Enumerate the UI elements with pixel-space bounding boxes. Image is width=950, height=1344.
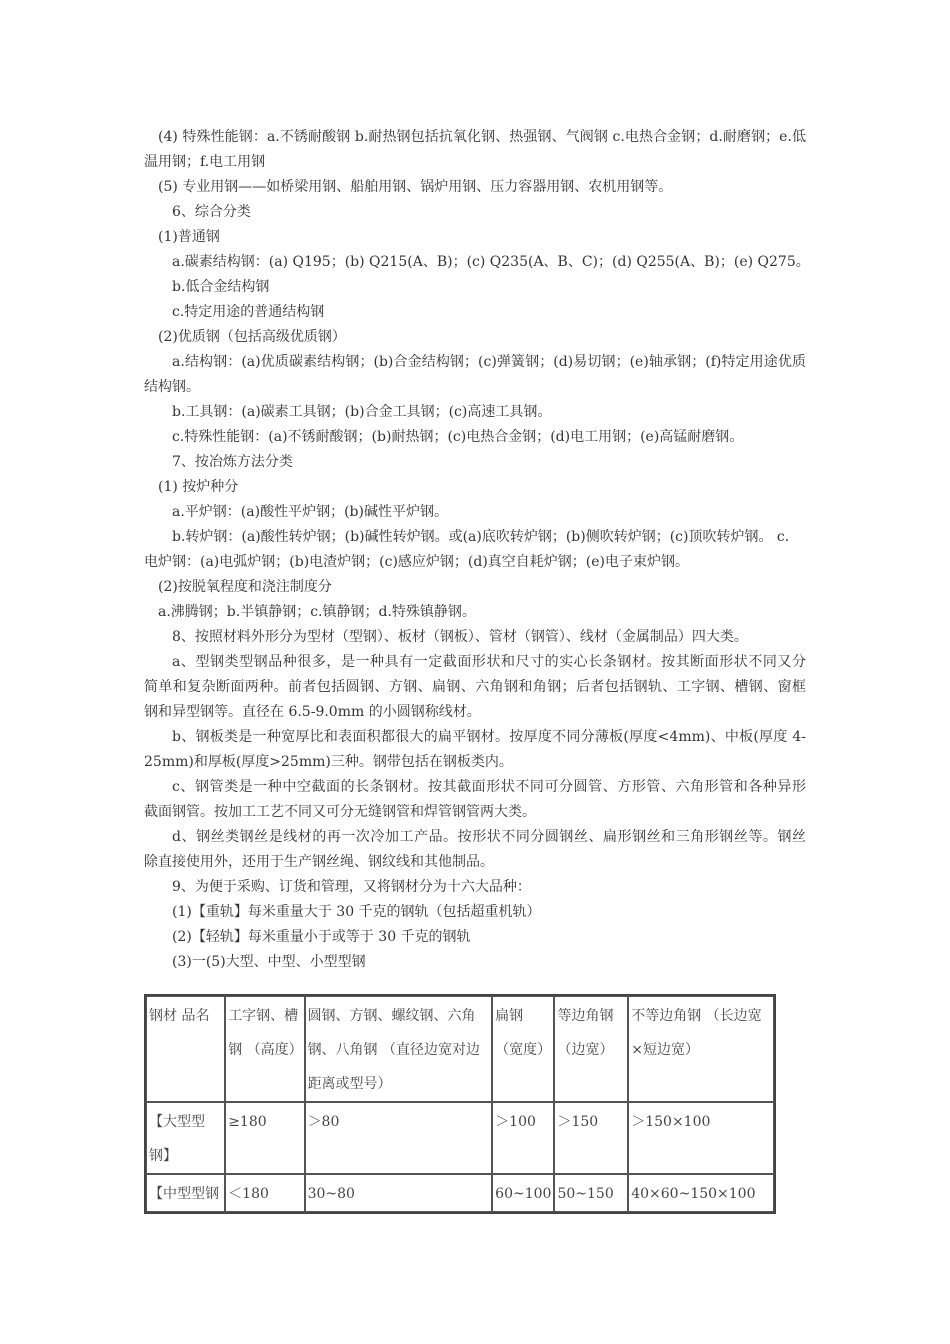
- table-header-cell: 圆钢、方钢、螺纹钢、六角钢、八角钢 （直径边宽对边距离或型号）: [305, 996, 493, 1102]
- paragraph-line: (3)一(5)大型、中型、小型型钢: [172, 954, 366, 970]
- table-row: [146, 1102, 774, 1174]
- section-heading: 6、综合分类: [172, 204, 251, 220]
- table-header-cell: 不等边角钢 （长边宽×短边宽）: [628, 996, 774, 1102]
- section-heading: 8、按照材料外形分为型材（型钢）、板材（钢板）、管材（钢管）、线材（金属制品）四大类。: [172, 629, 748, 645]
- table-cell: 【中型型钢: [146, 1174, 225, 1212]
- paragraph-line: (1) 按炉种分: [158, 479, 239, 495]
- paragraph-line: 温用钢；f.电工用钢: [144, 154, 266, 170]
- paragraph-line: (4) 特殊性能钢：a.不锈耐酸钢 b.耐热钢包括抗氧化钢、热强钢、气阀钢 c.电热合金钢；d.耐磨钢；e.低: [158, 129, 806, 145]
- section-heading: 7、按冶炼方法分类: [172, 454, 293, 470]
- paragraph-line: a.沸腾钢；b.半镇静钢；c.镇静钢；d.特殊镇静钢。: [158, 604, 476, 620]
- table-header-cell: 等边角钢 （边宽）: [554, 996, 628, 1102]
- table-cell: ＞150×100: [628, 1102, 774, 1174]
- table-cell: ≥180: [225, 1102, 304, 1174]
- table-header-cell: 扁钢 （宽度）: [492, 996, 554, 1102]
- paragraph-line: b.低合金结构钢: [172, 279, 270, 295]
- paragraph-line: b.工具钢：(a)碳素工具钢；(b)合金工具钢；(c)高速工具钢。: [172, 404, 552, 420]
- paragraph-line: c.特定用途的普通结构钢: [172, 304, 325, 320]
- table-cell: ＞100: [492, 1102, 554, 1174]
- paragraph-line: b.转炉钢：(a)酸性转炉钢；(b)碱性转炉钢。或(a)底吹转炉钢；(b)侧吹转炉钢；(c)顶吹转炉钢。 c.: [172, 529, 790, 545]
- table-header-row: [146, 996, 774, 1102]
- paragraph-line: d、钢丝类钢丝是线材的再一次冷加工产品。按形状不同分圆钢丝、扁形钢丝和三角形钢丝等。钢丝: [172, 829, 806, 845]
- paragraph-line: a.平炉钢：(a)酸性平炉钢；(b)碱性平炉钢。: [172, 504, 448, 520]
- paragraph-line: 结构钢。: [144, 379, 200, 395]
- paragraph-line: a、型钢类型钢品种很多，是一种具有一定截面形状和尺寸的实心长条钢材。按其断面形状不同又分: [172, 654, 806, 670]
- paragraph-line: 简单和复杂断面两种。前者包括圆钢、方钢、扁钢、六角钢和角钢；后者包括钢轨、工字钢、槽钢、窗框: [144, 679, 806, 695]
- table-cell: 60~100: [492, 1174, 554, 1212]
- paragraph-line: c.特殊性能钢：(a)不锈耐酸钢；(b)耐热钢；(c)电热合金钢；(d)电工用钢；(e)高锰耐磨钢。: [172, 429, 744, 445]
- paragraph-line: 电炉钢：(a)电弧炉钢；(b)电渣炉钢；(c)感应炉钢；(d)真空自耗炉钢；(e)电子束炉钢。: [144, 554, 690, 570]
- paragraph-line: c、钢管类是一种中空截面的长条钢材。按其截面形状不同可分圆管、方形管、六角形管和各种异形: [172, 779, 806, 795]
- table-cell: ＞80: [305, 1102, 493, 1174]
- paragraph-line: (2)【轻轨】每米重量小于或等于 30 千克的钢轨: [172, 929, 471, 945]
- table-cell: 40×60~150×100: [628, 1174, 774, 1212]
- paragraph-line: 25mm)和厚板(厚度>25mm)三种。钢带包括在钢板类内。: [144, 754, 513, 770]
- table-header-cell: 工字钢、槽钢 （高度）: [225, 996, 304, 1102]
- paragraph-line: b、钢板类是一种宽厚比和表面积都很大的扁平钢材。按厚度不同分薄板(厚度<4mm)、中板(厚度 4-: [172, 729, 806, 745]
- table-cell: 50~150: [554, 1174, 628, 1212]
- table-cell: 【大型型钢】: [146, 1102, 225, 1174]
- table-cell: ＞150: [554, 1102, 628, 1174]
- paragraph-line: (1)普通钢: [158, 229, 220, 245]
- paragraph-line: a.结构钢：(a)优质碳素结构钢；(b)合金结构钢；(c)弹簧钢；(d)易切钢；(e)轴承钢；(f)特定用途优质: [172, 354, 806, 370]
- paragraph-line: 截面钢管。按加工工艺不同又可分无缝钢管和焊管钢管两大类。: [144, 804, 536, 820]
- paragraph-line: 钢和异型钢等。直径在 6.5-9.0mm 的小圆钢称线材。: [144, 704, 481, 720]
- paragraph-line: (2)按脱氧程度和浇注制度分: [158, 579, 332, 595]
- table-cell: ＜180: [225, 1174, 304, 1212]
- section-heading: 9、为便于采购、订货和管理，又将钢材分为十六大品种：: [172, 879, 531, 895]
- table-cell: 30~80: [305, 1174, 493, 1212]
- paragraph-line: (2)优质钢（包括高级优质钢）: [158, 329, 346, 345]
- paragraph-line: (1)【重轨】每米重量大于 30 千克的钢轨（包括超重机轨）: [172, 904, 541, 920]
- table-row: [146, 1174, 774, 1212]
- steel-classification-table: [144, 994, 776, 1214]
- paragraph-line: 除直接使用外，还用于生产钢丝绳、钢纹线和其他制品。: [144, 854, 494, 870]
- table-header-cell: 钢材 品名: [146, 996, 225, 1102]
- paragraph-line: a.碳素结构钢：(a) Q195；(b) Q215(A、B)；(c) Q235(A、B、C)；(d) Q255(A、B)；(e) Q275。: [172, 254, 810, 270]
- paragraph-line: (5) 专业用钢——如桥梁用钢、船舶用钢、锅炉用钢、压力容器用钢、农机用钢等。: [158, 179, 673, 195]
